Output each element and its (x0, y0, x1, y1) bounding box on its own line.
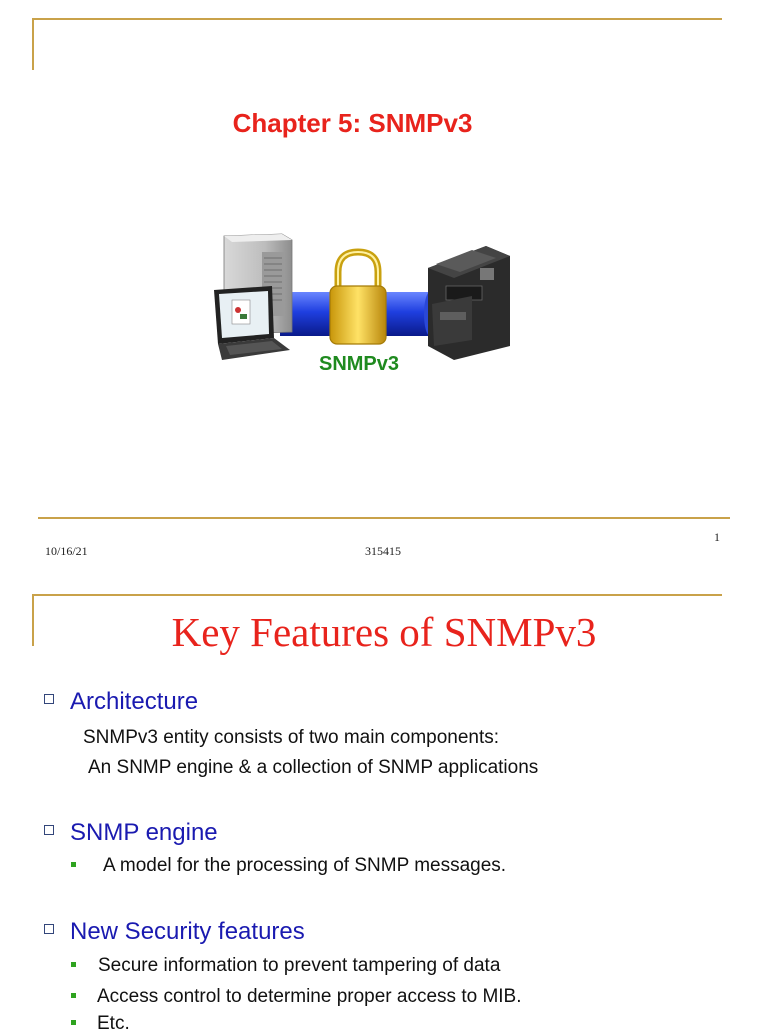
section-heading-architecture: Architecture (70, 688, 199, 715)
page-number: 1 (714, 530, 720, 544)
slide-1-title: Chapter 5: SNMPv3 (232, 108, 473, 138)
security-bullet-2: Access control to determine proper access to MIB. (97, 986, 522, 1007)
slide-1-top-rule (32, 18, 722, 20)
green-bullet-icon (71, 1020, 76, 1025)
slide-2-title: Key Features of SNMPv3 (171, 609, 597, 655)
green-bullet-icon (71, 862, 76, 867)
security-bullet-3: Etc. (97, 1013, 130, 1034)
snmpv3-illustration (210, 228, 515, 380)
architecture-line-1: SNMPv3 entity consists of two main components: (83, 727, 500, 748)
printer-icon (428, 246, 510, 360)
footer-code: 315415 (365, 544, 401, 558)
square-bullet-icon (44, 924, 54, 934)
snmpv3-illustration-label: SNMPv3 (318, 353, 400, 375)
square-bullet-icon (44, 694, 54, 704)
slide-1-left-rule (32, 18, 34, 70)
slide-1-footer-rule (38, 517, 730, 519)
section-heading-security: New Security features (70, 918, 305, 945)
footer-date: 10/16/21 (45, 544, 88, 558)
green-bullet-icon (71, 962, 76, 967)
section-heading-snmp-engine: SNMP engine (70, 819, 218, 846)
snmp-engine-bullet-1: A model for the processing of SNMP messages. (103, 855, 507, 876)
square-bullet-icon (44, 825, 54, 835)
architecture-line-2: An SNMP engine & a collection of SNMP applications (88, 757, 539, 778)
slide-2-top-rule (32, 594, 722, 596)
security-bullet-1: Secure information to prevent tampering of data (98, 955, 501, 976)
padlock-icon (330, 252, 386, 344)
green-bullet-icon (71, 993, 76, 998)
